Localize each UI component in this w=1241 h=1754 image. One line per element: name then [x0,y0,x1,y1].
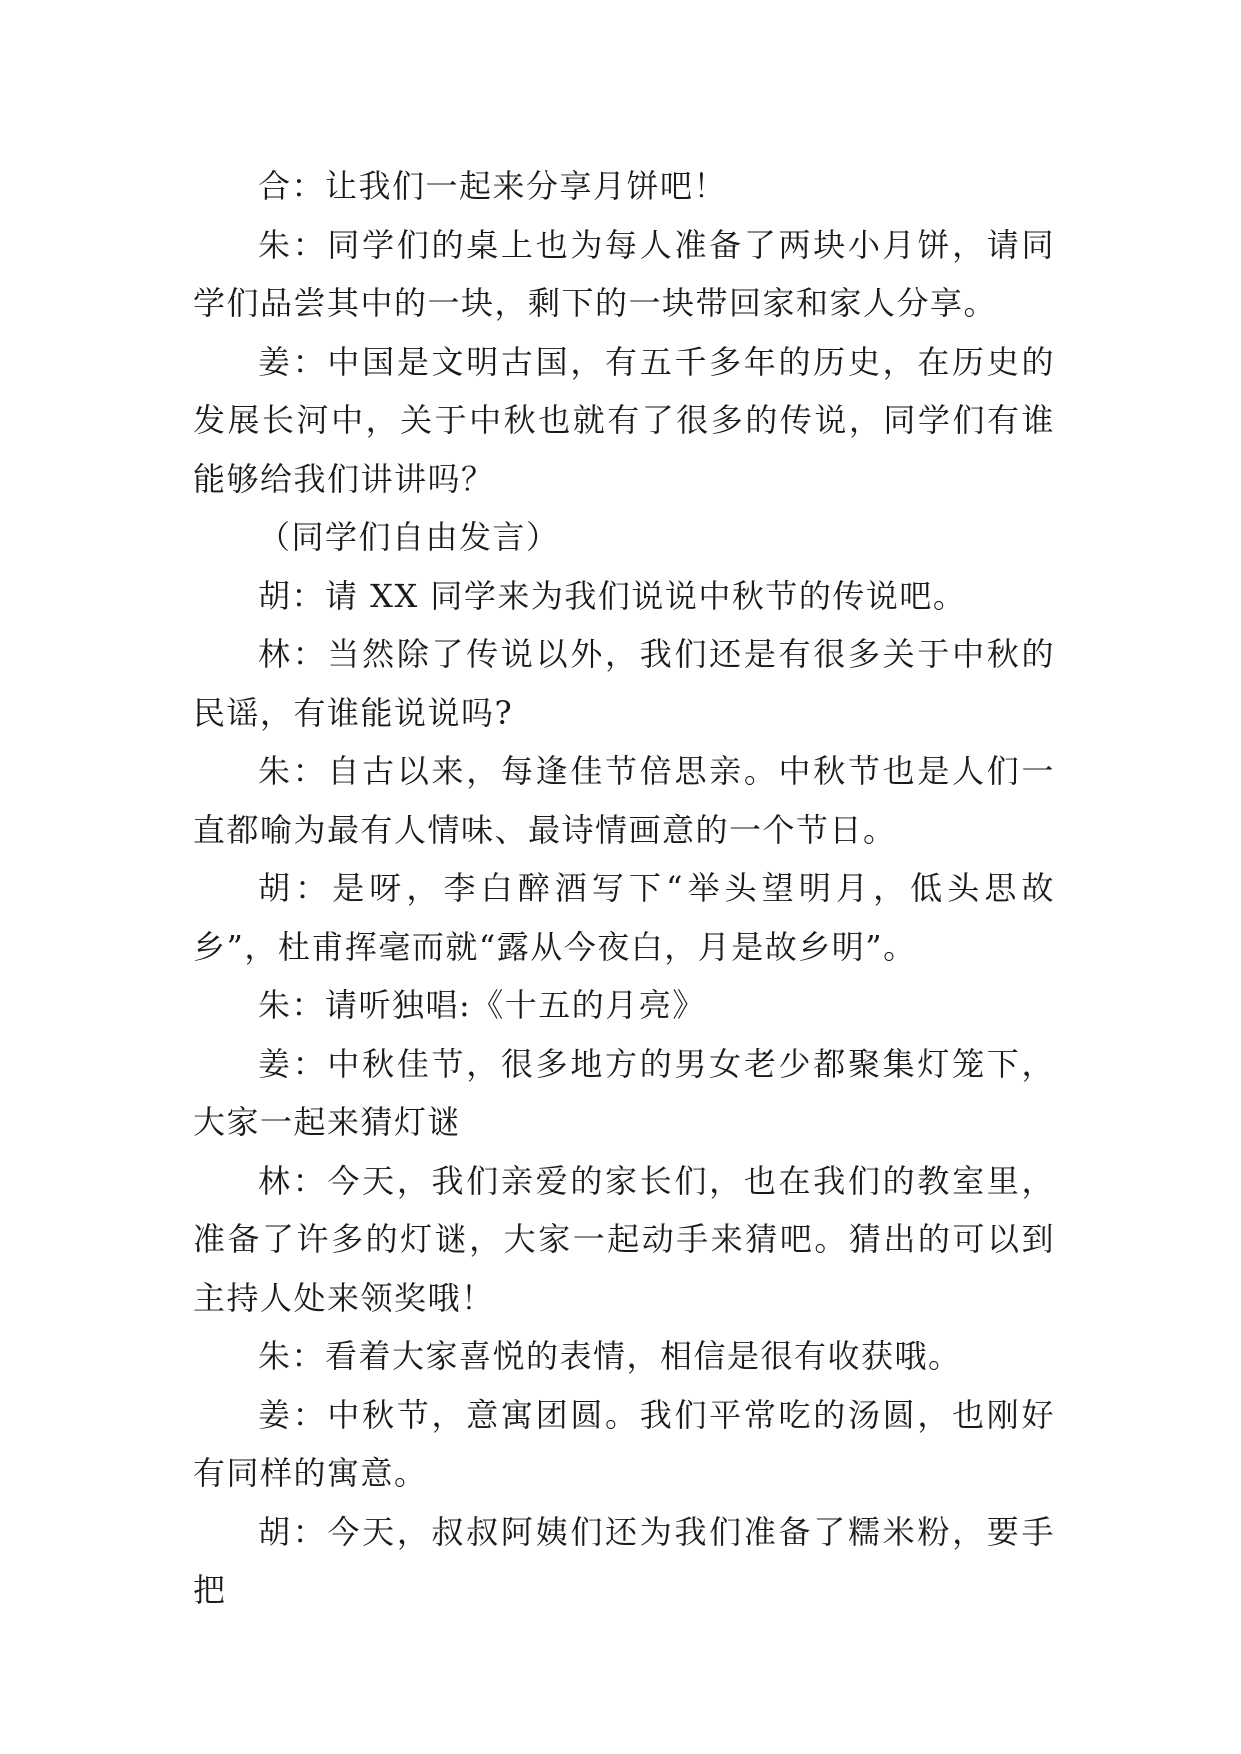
document-body [193,157,1055,1620]
paragraph: 合：让我们一起来分享月饼吧！ [258,167,728,205]
paragraph: 朱：自古以来，每逢佳节倍思亲。中秋节也是人们一直都喻为最有人情味、最诗情画意的一个节日。 [193,752,1055,849]
paragraph: 胡：是呀，李白醉酒写下“举头望明月，低头思故乡”，杜甫挥毫而就“露从今夜白，月是故乡明”。 [193,869,1055,966]
paragraph: 胡：今天，叔叔阿姨们还为我们准备了糯米粉，要手把 [193,1512,1055,1609]
paragraph: （同学们自由发言） [258,518,560,556]
paragraph: 林：当然除了传说以外，我们还是有很多关于中秋的民谣，有谁能说说吗? [193,635,1055,732]
paragraph: 姜：中国是文明古国，有五千多年的历史，在历史的发展长河中，关于中秋也就有了很多的传说，同学们有谁能够给我们讲讲吗？ [193,342,1055,498]
paragraph: 朱：同学们的桌上也为每人准备了两块小月饼，请同学们品尝其中的一块，剩下的一块带回家和家人分享。 [193,225,1055,322]
paragraph: 朱：请听独唱:《十五的月亮》 [258,986,706,1024]
paragraph: 林：今天，我们亲爱的家长们，也在我们的教室里，准备了许多的灯谜，大家一起动手来猜吧。猜出的可以到主持人处来领奖哦！ [193,1161,1055,1317]
paragraph: 朱：看着大家喜悦的表情，相信是很有收获哦。 [258,1337,962,1375]
paragraph: 姜：中秋节，意寓团圆。我们平常吃的汤圆，也刚好有同样的寓意。 [193,1395,1055,1492]
paragraph: 姜：中秋佳节，很多地方的男女老少都聚集灯笼下，大家一起来猜灯谜 [193,1044,1055,1141]
paragraph: 胡：请 XX 同学来为我们说说中秋节的传说吧。 [258,576,967,615]
